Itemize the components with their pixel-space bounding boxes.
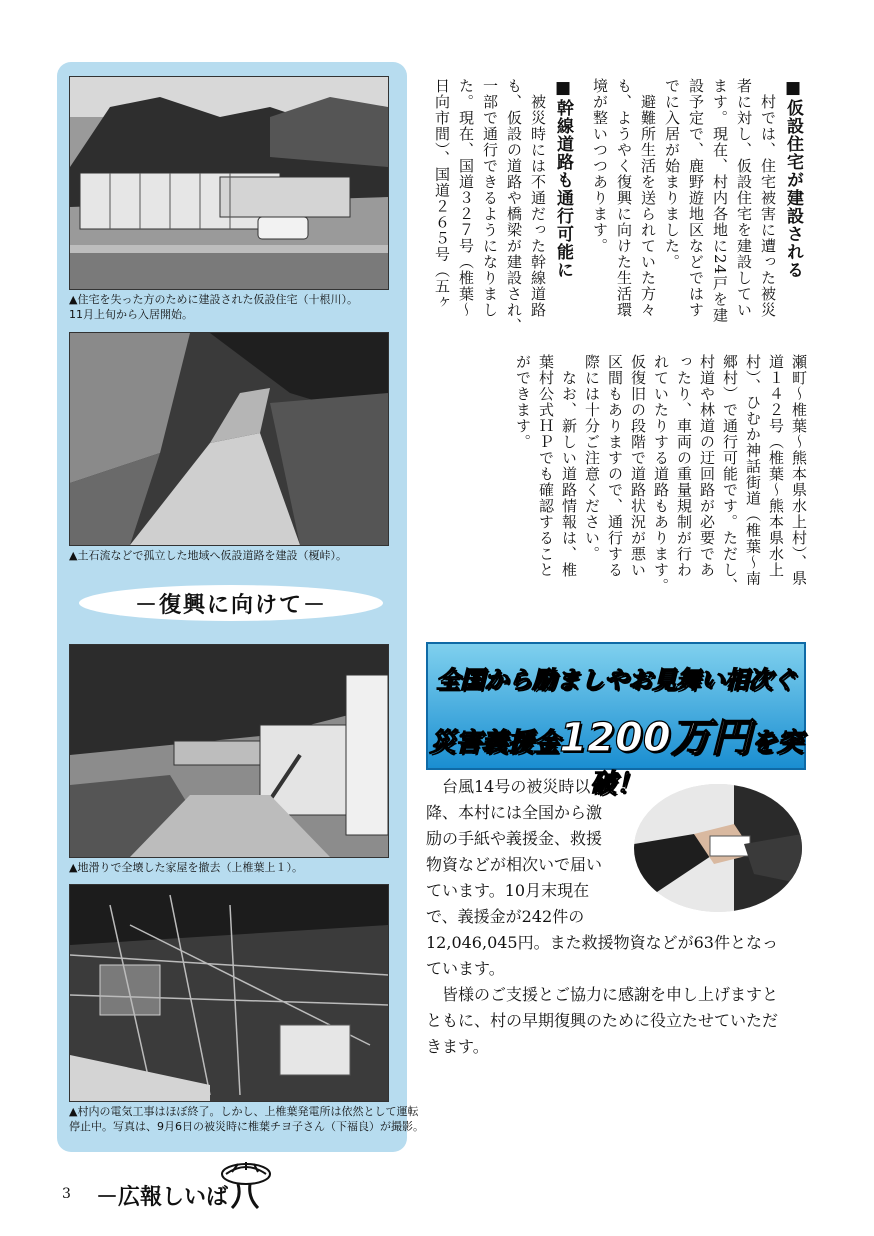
caption-photo1: ▲住宅を失った方のために建設された仮設住宅（十根川）。 11月上旬から入居開始。 bbox=[69, 293, 358, 321]
photo-power-station bbox=[69, 884, 389, 1102]
headline-line2: 災害義援金1200万円を突破！ bbox=[429, 715, 803, 799]
photo-temporary-road bbox=[69, 332, 389, 546]
section-banner: －復興に向けて－ bbox=[79, 585, 383, 621]
donation-headline bbox=[426, 642, 806, 799]
photo-panel bbox=[57, 62, 424, 1152]
caption-photo2: ▲土石流などで孤立した地域へ仮設道路を建設（榎峠）。 bbox=[69, 549, 347, 562]
article1-body: 村では、住宅被害に遭った被災 者に対し、仮設住宅を建設してい ます。現在、村内各地に24戸を建 設予定で、鹿野遊地区などではす でに入居が始まりました。 避難所生活を送られていた方々 も、ようやく復興に向けた生活環 境が整いつつあります。 bbox=[591, 78, 777, 324]
article2-body-lower: 瀬町～椎葉～熊本県水上村）、県 道１４２号（椎葉～熊本県水上 村）、ひむか神話街道（椎葉～南 郷村）で通行可能です。ただし、 村道や林道の迂回路が必要であ ったり、車両の重量規制が行わ れていたりする道路もあります。 仮復旧の段階で道路状況が悪い 区間もありますので、通行する 際には十分ご注意ください。 なお、新しい道路情報は、椎 葉村公式ＨＰでも確認すること ができます。 bbox=[514, 354, 808, 594]
headline-line1: 全国から励ましやお見舞い相次ぐ bbox=[436, 666, 796, 694]
village-logo-icon bbox=[218, 1158, 274, 1210]
page-number: 3 bbox=[62, 1186, 71, 1202]
article2-heading: ■幹線道路も通行可能に bbox=[553, 78, 573, 279]
article3-body-narrow: 台風14号の被災時以 降、本村には全国から激 励の手紙や義援金、救援 物資などが相次いで届い ています。10月末現在 で、義援金が242件の bbox=[426, 777, 603, 926]
photo-temporary-housing bbox=[69, 76, 389, 290]
page-footer bbox=[62, 1172, 282, 1212]
caption-photo3: ▲地滑りで全壊した家屋を撤去（上椎葉上１）。 bbox=[69, 861, 303, 874]
article3-body-wide: 12,046,045円。また救援物資などが63件となっ ています。 皆様のご支援とご協力に感謝を申し上げますと ともに、村の早期復興のために役立たせていただ きます。 bbox=[426, 933, 779, 1056]
caption-photo4: ▲村内の電気工事はほぼ終了。しかし、上椎葉発電所は依然として運転 停止中。写真は、9月6日の被災時に椎葉チヨ子さん（下福良）が撮影。 bbox=[69, 1105, 424, 1133]
article2-body-upper: 被災時には不通だった幹線道路 も、仮設の道路や橋梁が建設され、 一部で通行できるようになりまし た。現在、国道３２７号（椎葉～ 日向市間）、国道２６５号（五ヶ bbox=[433, 78, 547, 334]
photo-donation-handover bbox=[634, 784, 802, 912]
publication-name: －広報しいば bbox=[96, 1184, 229, 1210]
article1-heading: ■仮設住宅が建設される bbox=[783, 78, 803, 279]
photo-house-removal bbox=[69, 644, 389, 858]
